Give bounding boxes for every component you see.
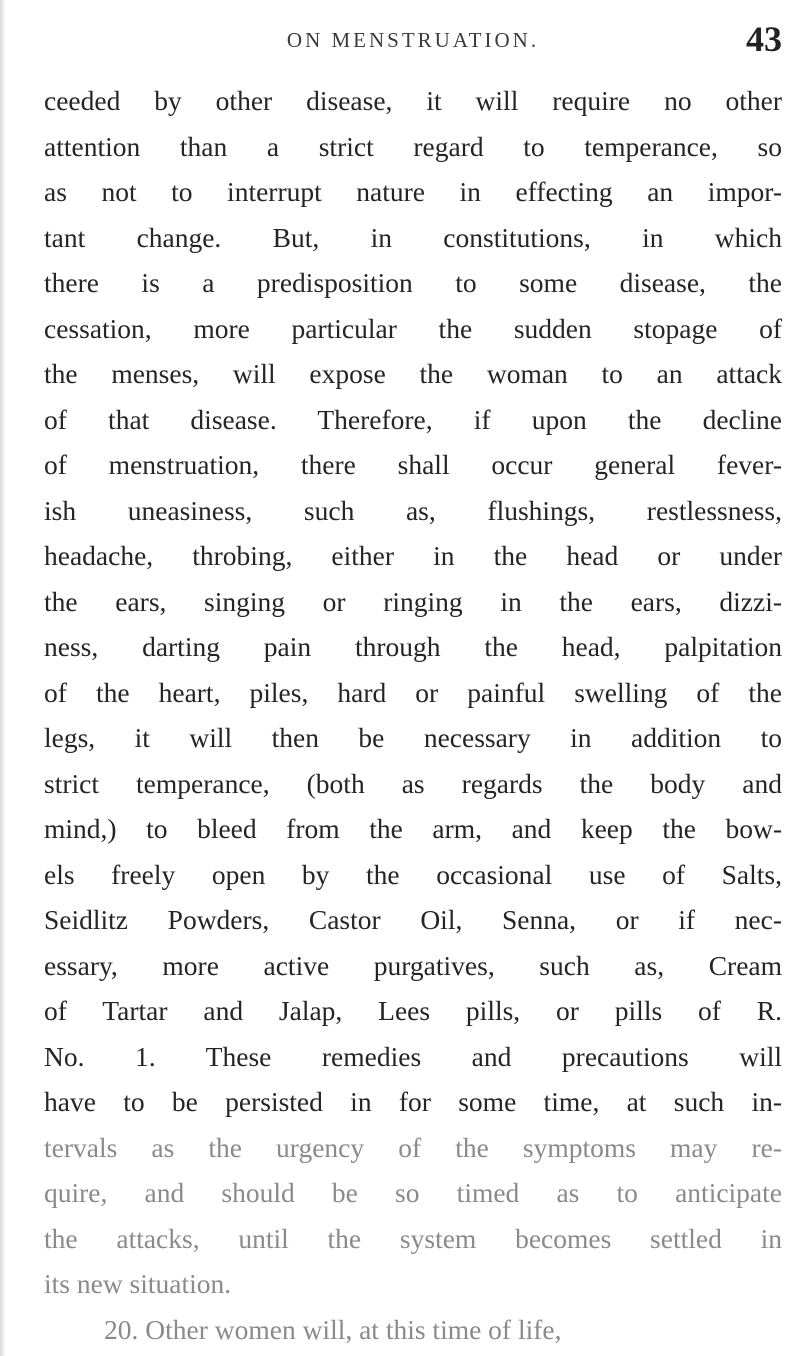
- text-line: of the heart, piles, hard or painful swelling of the: [44, 676, 782, 708]
- body-text: [44, 78, 782, 1352]
- text-line: the menses, will expose the woman to an attack: [44, 358, 782, 389]
- text-line: essary, more active purgatives, such as, Cream: [44, 949, 782, 981]
- page-header: [44, 18, 782, 66]
- text-line: strict temperance, (both as regards the body and: [44, 767, 782, 799]
- text-line: attention than a strict regard to temperance, so: [44, 130, 782, 162]
- text-line: of Tartar and Jalap, Lees pills, or pills of R.: [44, 995, 782, 1026]
- text-line: ness, darting pain through the head, palpitation: [44, 631, 782, 662]
- text-line: mind,) to bleed from the arm, and keep the bow-: [44, 813, 782, 844]
- text-line: there is a predisposition to some disease, the: [44, 267, 782, 298]
- text-line: Seidlitz Powders, Castor Oil, Senna, or if nec-: [44, 904, 782, 935]
- text-line: headache, throbing, either in the head or under: [44, 540, 782, 571]
- text-line: ish uneasiness, such as, flushings, restlessness,: [44, 494, 782, 526]
- text-line: the ears, singing or ringing in the ears, dizzi-: [44, 585, 782, 617]
- text-line: its new situation.: [44, 1268, 232, 1299]
- text-line: ceeded by other disease, it will require no other: [44, 85, 782, 116]
- text-line: legs, it will then be necessary in addition to: [44, 722, 782, 753]
- text-line: of that disease. Therefore, if upon the decline: [44, 403, 782, 435]
- page-number: 43: [746, 19, 782, 59]
- text-line: as not to interrupt nature in effecting an impor-: [44, 176, 782, 207]
- running-head: ON MENSTRUATION.: [286, 28, 540, 52]
- text-line: of menstruation, there shall occur general fever-: [44, 449, 782, 480]
- text-line: tant change. But, in constitutions, in which: [44, 221, 782, 253]
- section-20-start-line: 20. Other women will, at this time of life,: [104, 1313, 562, 1345]
- text-line: els freely open by the occasional use of Salts,: [44, 858, 782, 890]
- page-binding-edge: [0, 0, 6, 1356]
- text-line: have to be persisted in for some time, at such in-: [44, 1086, 782, 1117]
- text-line: quire, and should be so timed as to anticipate: [44, 1177, 782, 1208]
- text-line: tervals as the urgency of the symptoms may re-: [44, 1131, 782, 1163]
- text-line: the attacks, until the system becomes settled in: [44, 1222, 782, 1254]
- text-line: No. 1. These remedies and precautions will: [44, 1040, 782, 1072]
- text-line: cessation, more particular the sudden stopage of: [44, 312, 782, 344]
